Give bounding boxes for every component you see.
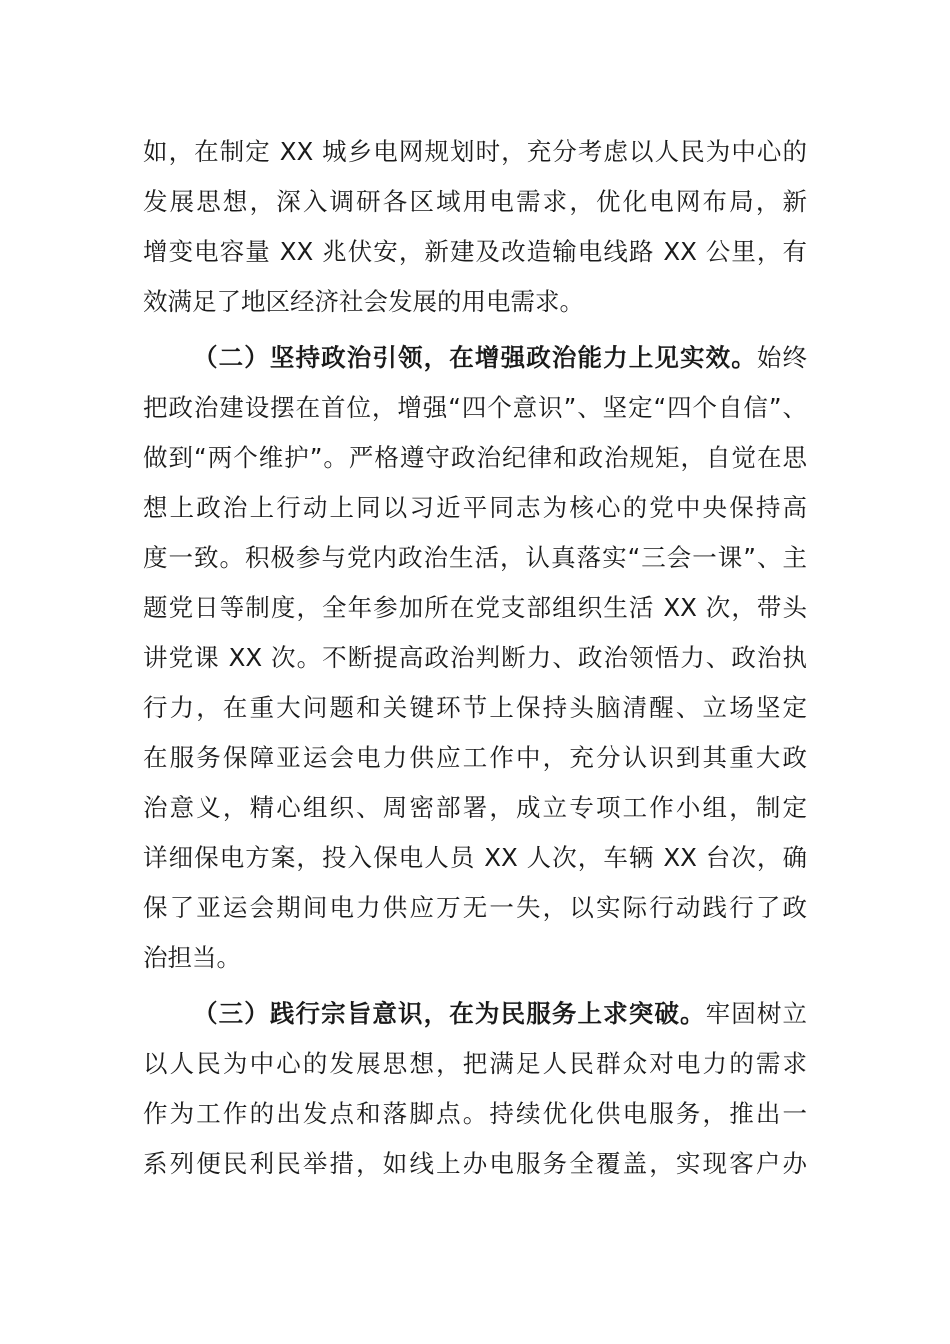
text-line: 系列便民利民举措，如线上办电服务全覆盖，实现客户办 [143,1149,807,1178]
text-line: 保了亚运会期间电力供应万无一失，以实际行动践行了政 [143,893,807,922]
text-line: 想上政治上行动上同以习近平同志为核心的党中央保持高 [143,493,807,522]
section-heading: （三）践行宗旨意识，在为民服务上求突破。 [193,999,706,1028]
text-line: 治意义，精心组织、周密部署，成立专项工作小组，制定 [143,793,807,822]
text-line: 在服务保障亚运会电力供应工作中，充分认识到其重大政 [143,743,807,772]
section-heading: （二）坚持政治引领，在增强政治能力上见实效。 [193,343,757,372]
text-line: 题党日等制度，全年参加所在党支部组织生活 XX 次，带头 [143,593,807,622]
heading-line-rest: 始终 [756,343,808,372]
text-line: 如，在制定 XX 城乡电网规划时，充分考虑以人民为中心的 [143,137,807,166]
text-line: 增变电容量 XX 兆伏安，新建及改造输电线路 XX 公里，有 [143,237,807,266]
text-line: 作为工作的出发点和落脚点。持续优化供电服务，推出一 [143,1099,807,1128]
text-line: 以人民为中心的发展思想，把满足人民群众对电力的需求 [143,1049,807,1078]
text-line: 把政治建设摆在首位，增强“四个意识”、坚定“四个自信”、 [143,393,807,422]
heading-line-rest: 牢固树立 [705,999,808,1028]
text-line: 效满足了地区经济社会发展的用电需求。 [143,287,584,316]
section-heading-line [193,333,807,383]
text-line: 讲党课 XX 次。不断提高政治判断力、政治领悟力、政治执 [143,643,807,672]
text-line: 行力，在重大问题和关键环节上保持头脑清醒、立场坚定 [143,693,807,722]
text-line: 发展思想，深入调研各区域用电需求，优化电网布局，新 [143,187,807,216]
section-heading-line [193,989,807,1039]
text-line: 度一致。积极参与党内政治生活，认真落实“三会一课”、主 [143,543,807,572]
text-line: 治担当。 [143,943,241,972]
text-line: 详细保电方案，投入保电人员 XX 人次，车辆 XX 台次，确 [143,843,807,872]
text-line: 做到“两个维护”。严格遵守政治纪律和政治规矩，自觉在思 [143,443,807,472]
